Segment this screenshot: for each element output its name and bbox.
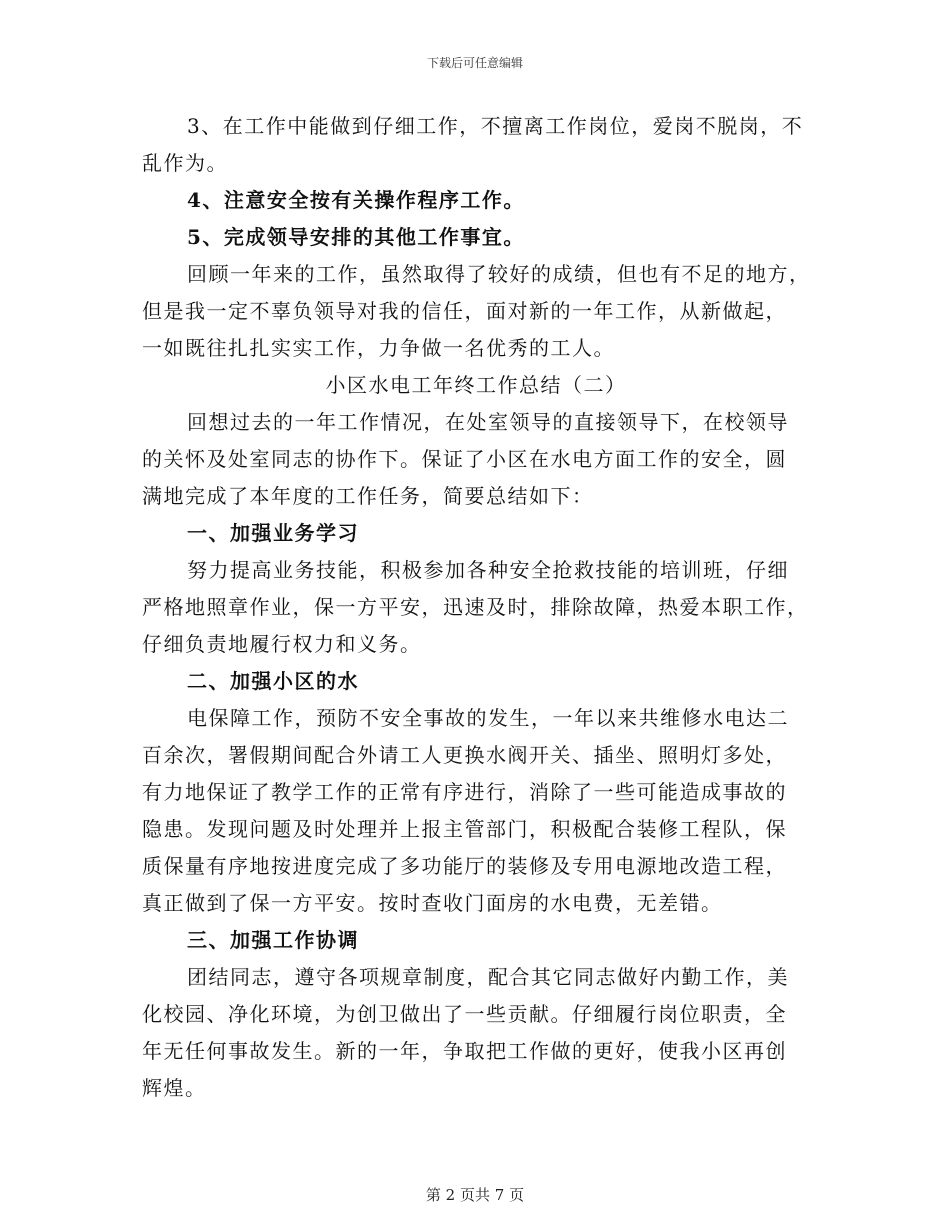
text-line: 有力地保证了教学工作的正常有序进行，消除了一些可能造成事故的 [142, 780, 787, 804]
section-heading: 4、注意安全按有关操作程序工作。 [187, 188, 525, 212]
section-heading: 小区水电工年终工作总结（二） [325, 373, 627, 397]
text-line: 辉煌。 [142, 1076, 207, 1100]
section-heading: 一、加强业务学习 [187, 521, 359, 545]
text-line: 严格地照章作业，保一方平安，迅速及时，排除故障，热爱本职工作， [142, 595, 809, 619]
text-line: 3、在工作中能做到仔细工作，不擅离工作岗位，爱岗不脱岗，不 [187, 114, 804, 138]
text-line: 回想过去的一年工作情况，在处室领导的直接领导下，在校领导 [187, 410, 789, 434]
text-line: 乱作为。 [142, 151, 228, 175]
text-line: 但是我一定不辜负领导对我的信任，面对新的一年工作，从新做起， [142, 299, 787, 323]
text-line: 质保量有序地按进度完成了多功能厅的装修及专用电源地改造工程， [142, 854, 787, 878]
text-line: 团结同志，遵守各项规章制度，配合其它同志做好内勤工作，美 [187, 965, 789, 989]
section-heading: 三、加强工作协调 [187, 928, 359, 952]
text-line: 化校园、净化环境，为创卫做出了一些贡献。仔细履行岗位职责，全 [142, 1002, 787, 1026]
section-heading: 5、完成领导安排的其他工作事宜。 [187, 225, 525, 249]
section-heading: 二、加强小区的水 [187, 669, 359, 693]
text-line: 仔细负责地履行权力和义务。 [142, 632, 422, 656]
page-number: 第 2 页共 7 页 [425, 1186, 525, 1204]
document-body [142, 108, 810, 1107]
text-line: 隐患。发现问题及时处理并上报主管部门，积极配合装修工程队，保 [142, 817, 787, 841]
text-line: 满地完成了本年度的工作任务，简要总结如下： [142, 484, 594, 508]
text-line: 真正做到了保一方平安。按时查收门面房的水电费，无差错。 [142, 891, 723, 915]
text-line: 年无任何事故发生。新的一年，争取把工作做的更好，使我小区再创 [142, 1039, 787, 1063]
text-line: 的关怀及处室同志的协作下。保证了小区在水电方面工作的安全，圆 [142, 447, 787, 471]
page-header: 下载后可任意编辑 [426, 56, 523, 70]
text-line: 电保障工作，预防不安全事故的发生，一年以来共维修水电达二 [187, 706, 789, 730]
text-line: 一如既往扎扎实实工作，力争做一名优秀的工人。 [142, 336, 615, 360]
text-line: 百余次，署假期间配合外请工人更换水阀开关、插坐、照明灯多处， [142, 743, 787, 767]
text-line: 努力提高业务技能，积极参加各种安全抢救技能的培训班，仔细 [187, 558, 789, 582]
text-line: 回顾一年来的工作，虽然取得了较好的成绩，但也有不足的地方， [187, 262, 811, 286]
